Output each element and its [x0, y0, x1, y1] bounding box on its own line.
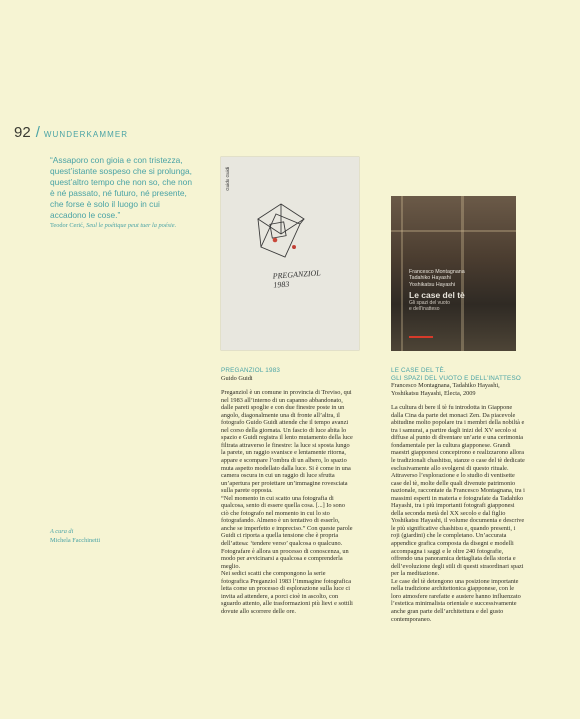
cover-text-block — [409, 269, 465, 312]
page-number: 92 — [14, 124, 31, 141]
book-author: Guido Guidi — [221, 374, 253, 382]
quote-source — [50, 222, 200, 230]
book-credits: Francesco Montagnana, Tadahiko Hayashi, Yoshikatsu Hayashi, Electa, 2009 — [391, 382, 500, 397]
review-preganziol — [221, 367, 353, 616]
book-cover-case-del-te — [391, 196, 516, 351]
review-body: Preganziol è un comune in provincia di Treviso, qui nel 1983 all’interno di un capanno abbandonato, dalle pareti spoglie e con due finestre poste in un angolo, diagonalmente una di fronte all’altra, il fotografo Guido Guidi attende che il tempo avanzi nel corso della giornata. Un fascio di luce abita lo spazio e Guidi registra il lento mutamento della luce filtrata attraverso le finestre: la luce si sposta lungo la parete, un raggio svanisce e lentamente ritorna, appare e scompare l’ombra di un albero, lo spazio muta aspetto modellato dalla luce. Si è come in una camera oscura in cui un raggio di luce sfrutta un’apertura per proiettare un’immagine rovesciata sulla parete opposta. “Nel momento in cui scatto una fotografia di qualcosa, sento di essere quella cosa. [...] Io sono ciò che fotografo nel momento in cui lo sto fotografando. Almeno è un tentativo di esserlo, anche se imperfetto e impreciso.” Con queste parole Guidi ci riporta a quella tensione che è propria dell’attesa: ‘tendere verso’ qualcosa o qualcuno. Fotografare è allora un processo di conoscenza, un modo per avvicinarsi a qualcosa e comprenderla meglio. Nei sedici scatti che compongono la serie fotografica Preganziol 1983 l’immagine fotografica letta come un processo di esplorazione sulla luce ci invita ad attendere, a porci cioè in ascolto, con sguardo attento, alle trasformazioni più lievi e sottili dovute allo scorrere delle ore. — [221, 389, 353, 615]
cover-authors: Francesco Montagnana Tadahiko Hayashi Yoshikatsu Hayashi — [409, 269, 465, 288]
cover-handwritten-caption: PREGANZIOL 1983 — [272, 268, 321, 290]
review-case-del-te — [391, 367, 525, 623]
book-cover-preganziol — [221, 157, 359, 350]
publisher-mark — [409, 336, 433, 338]
cover-title: Le case del tè — [409, 289, 465, 300]
curator-label: A cura di — [50, 528, 74, 535]
curator-name: Michela Facchinetti — [50, 536, 101, 544]
book-title-line1: LE CASE DEL TÈ. — [391, 367, 446, 374]
quote-work: Seul le poétique peut tuer la poésie. — [86, 222, 177, 229]
book-title: PREGANZIOL 1983 — [221, 367, 281, 374]
header-slash: / — [35, 124, 40, 141]
svg-text:e: e — [293, 245, 296, 251]
book-title-line2: GLI SPAZI DEL VUOTO E DELL’INATTESO — [391, 374, 521, 382]
pull-quote: “Assaporo con gioia e con tristezza, quest’istante sospeso che si prolunga, quest’altro tempo che non so, che non è né passato, né futuro, né presente, che forse è solo il luogo in cui accadono le cose.” — [50, 155, 193, 220]
section-title: WUNDERKAMMER — [43, 130, 129, 139]
quote-author: Teodor Cerić, — [50, 222, 85, 229]
curator-credit — [50, 528, 100, 545]
cube-sketch-illustration — [221, 157, 359, 350]
cover-spine-author: Guido Guidi — [225, 167, 230, 191]
review-body: La cultura di bere il tè fu introdotta in Giappone dalla Cina da parte dei monaci Zen. Da piacevole abitudine molto popolare tra i membri della nobiltà e tra i samurai, a partire dagli inizi del XV secolo si diffuse al punto di diventare un’arte e una cerimonia fondamentale per la cultura giapponese. Grandi maestri giapponesi concepirono e realizzarono allora le tradizionali chashitsu, stanze o case del tè dedicate esclusivamente allo svolgersi di questo rituale. Attraverso l’esplorazione e lo studio di ventisette case del tè, molte delle quali divenute patrimonio nazionale, raccontate da Francesco Montagnana, tra i massimi esperti in materia e fotografate da Tadahiko Hayashi, tra i più importanti fotografi giapponesi della seconda metà del XX secolo e dal figlio Yoshikatsu Hayashi, il volume documenta e descrive le più significative chashitsu e, quando presenti, i roji (giardini) che le completano. Un’accurata appendice grafica composta da disegni e modelli accompagna i saggi e le oltre 240 fotografie, offrendo una panoramica dettagliata della storia e dell’evoluzione degli stili di questi straordinari spazi per la meditazione. Le case del tè detengono una posizione importante nella tradizione architettonica giapponese, con le loro atmosfere rarefatte e austere hanno influenzato l’estetica minimalista orientale e successivamente anche gran parte dell’architettura e del gusto contemporaneo. — [391, 404, 525, 623]
page-header — [14, 124, 128, 141]
cover-subtitle: Gli spazi del vuoto e dell’inatteso — [409, 299, 450, 312]
